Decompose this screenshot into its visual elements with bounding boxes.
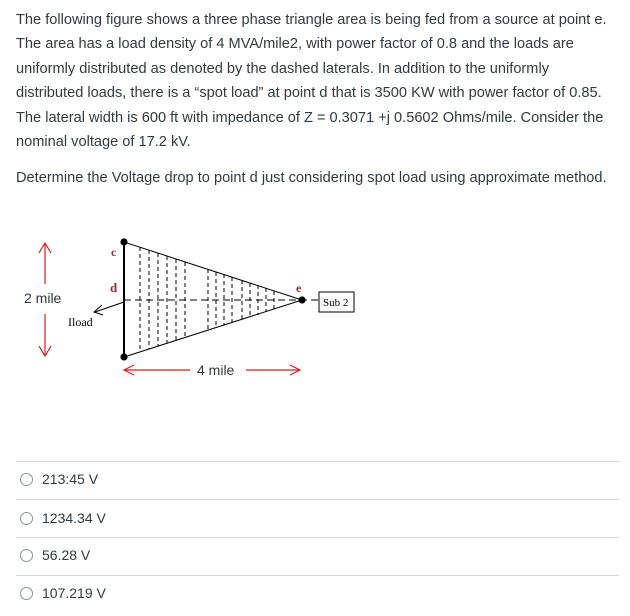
- radio-button[interactable]: [20, 587, 33, 600]
- node-c: [120, 238, 127, 245]
- option-3-label: 56.28 V: [42, 547, 91, 563]
- option-1-label: 213:45 V: [42, 471, 99, 487]
- radio-button[interactable]: [20, 473, 33, 486]
- option-2-label: 1234.34 V: [42, 510, 106, 526]
- option-2[interactable]: [20, 504, 106, 532]
- options-divider: [16, 537, 619, 538]
- question-prompt: [16, 166, 614, 190]
- option-1[interactable]: [20, 465, 98, 493]
- question-paragraph-2: Determine the Voltage drop to point d just considering spot load using approximate method.: [16, 170, 607, 186]
- width-label: 4 mile: [197, 362, 235, 378]
- load-label: Iload: [68, 315, 93, 329]
- triangle-area: [124, 242, 320, 357]
- question-text: [16, 8, 614, 154]
- node-e: [298, 296, 305, 303]
- node-bottom: [120, 353, 127, 360]
- option-3[interactable]: [20, 541, 90, 569]
- options-divider: [16, 461, 619, 462]
- radio-button[interactable]: [20, 549, 33, 562]
- options-divider: [16, 575, 619, 576]
- node-d-label: d: [110, 280, 118, 295]
- circuit-figure: [0, 222, 630, 392]
- options-divider: [16, 499, 619, 500]
- node-c-label: c: [111, 245, 117, 259]
- question-paragraph-1: The following figure shows a three phase triangle area is being fed from a source at point e. The area has a load density of 4 MVA/mile2, with power factor of 0.8 and the loads are uniformly distributed as denoted by the dashed laterals. In addition to the uniformly distributed loads, there is a “spot load” at point d that is 3500 KW with power factor of 0.85. The lateral width is 600 ft with impedance of Z = 0.3071 +j 0.5602 Ohms/mile. Consider the nominal voltage of 17.2 kV.: [16, 12, 607, 151]
- height-label: 2 mile: [24, 290, 62, 306]
- radio-button[interactable]: [20, 512, 33, 525]
- load-arrow: [94, 302, 124, 315]
- option-4[interactable]: [20, 579, 106, 607]
- source-label: Sub 2: [323, 297, 349, 309]
- node-e-label: e: [296, 281, 302, 295]
- option-4-label: 107.219 V: [42, 585, 106, 601]
